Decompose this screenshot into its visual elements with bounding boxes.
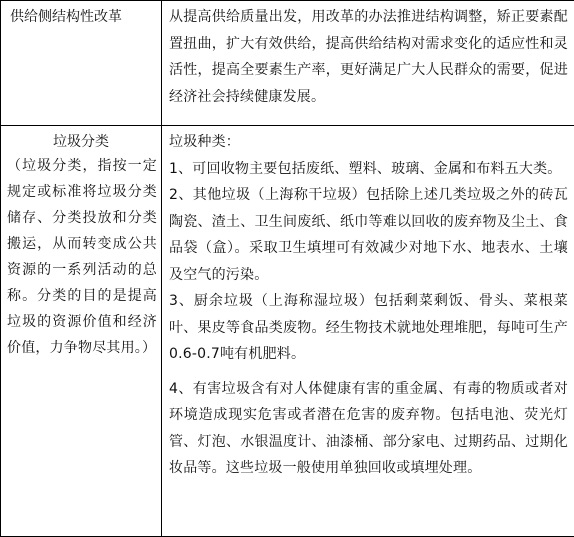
garbage-types-list <box>162 126 574 482</box>
list-item: 4、有害垃圾含有对人体健康有害的重金属、有毒的物质或者对环境造成现实危害或者潜在危害的废弃物。包括电池、荧光灯管、灯泡、水银温度计、油漆桶、部分家电、过期药品、过期化妆品等。这些垃圾一般使用单独回收或填埋处理。 <box>169 376 568 482</box>
list-item: 3、厨余垃圾（上海称湿垃圾）包括剩菜剩饭、骨头、菜根菜叶、果皮等食品类废物。经生物技术就地处理堆肥，每吨可生产0.6-0.7吨有机肥料。 <box>169 288 568 368</box>
table-row <box>1 1 574 126</box>
definition-cell <box>162 1 574 126</box>
term-cell <box>1 126 162 537</box>
garbage-types-heading: 垃圾种类： <box>169 129 568 156</box>
paragraph-gap <box>169 368 568 376</box>
table-row <box>1 126 574 537</box>
list-item: 2、其他垃圾（上海称干垃圾）包括除上述几类垃圾之外的砖瓦陶瓷、渣土、卫生间废纸、纸巾等难以回收的废弃物及尘土、食品袋（盒）。采取卫生填埋可有效减少对地下水、地表水、土壤及空气的污染。 <box>169 182 568 288</box>
definition-supply-side-reform: 从提高供给质量出发，用改革的办法推进结构调整，矫正要素配置扭曲，扩大有效供给，提高供给结构对需求变化的适应性和灵活性，提高全要素生产率，更好满足广大人民群众的需要，促进经济社会持续健康发展。 <box>162 1 574 110</box>
term-garbage-sorting: 垃圾分类 <box>1 126 161 153</box>
term-supply-side-reform: 供给侧结构性改革 <box>1 1 161 28</box>
definition-cell <box>162 126 574 537</box>
list-item: 1、可回收物主要包括废纸、塑料、玻璃、金属和布料五大类。 <box>169 156 568 183</box>
term-garbage-sorting-note: （垃圾分类，指按一定规定或标准将垃圾分类储存、分类投放和分类搬运，从而转变成公共资源的一系列活动的总称。分类的目的是提高垃圾的资源价值和经济价值，力争物尽其用。） <box>1 153 161 361</box>
term-cell <box>1 1 162 126</box>
